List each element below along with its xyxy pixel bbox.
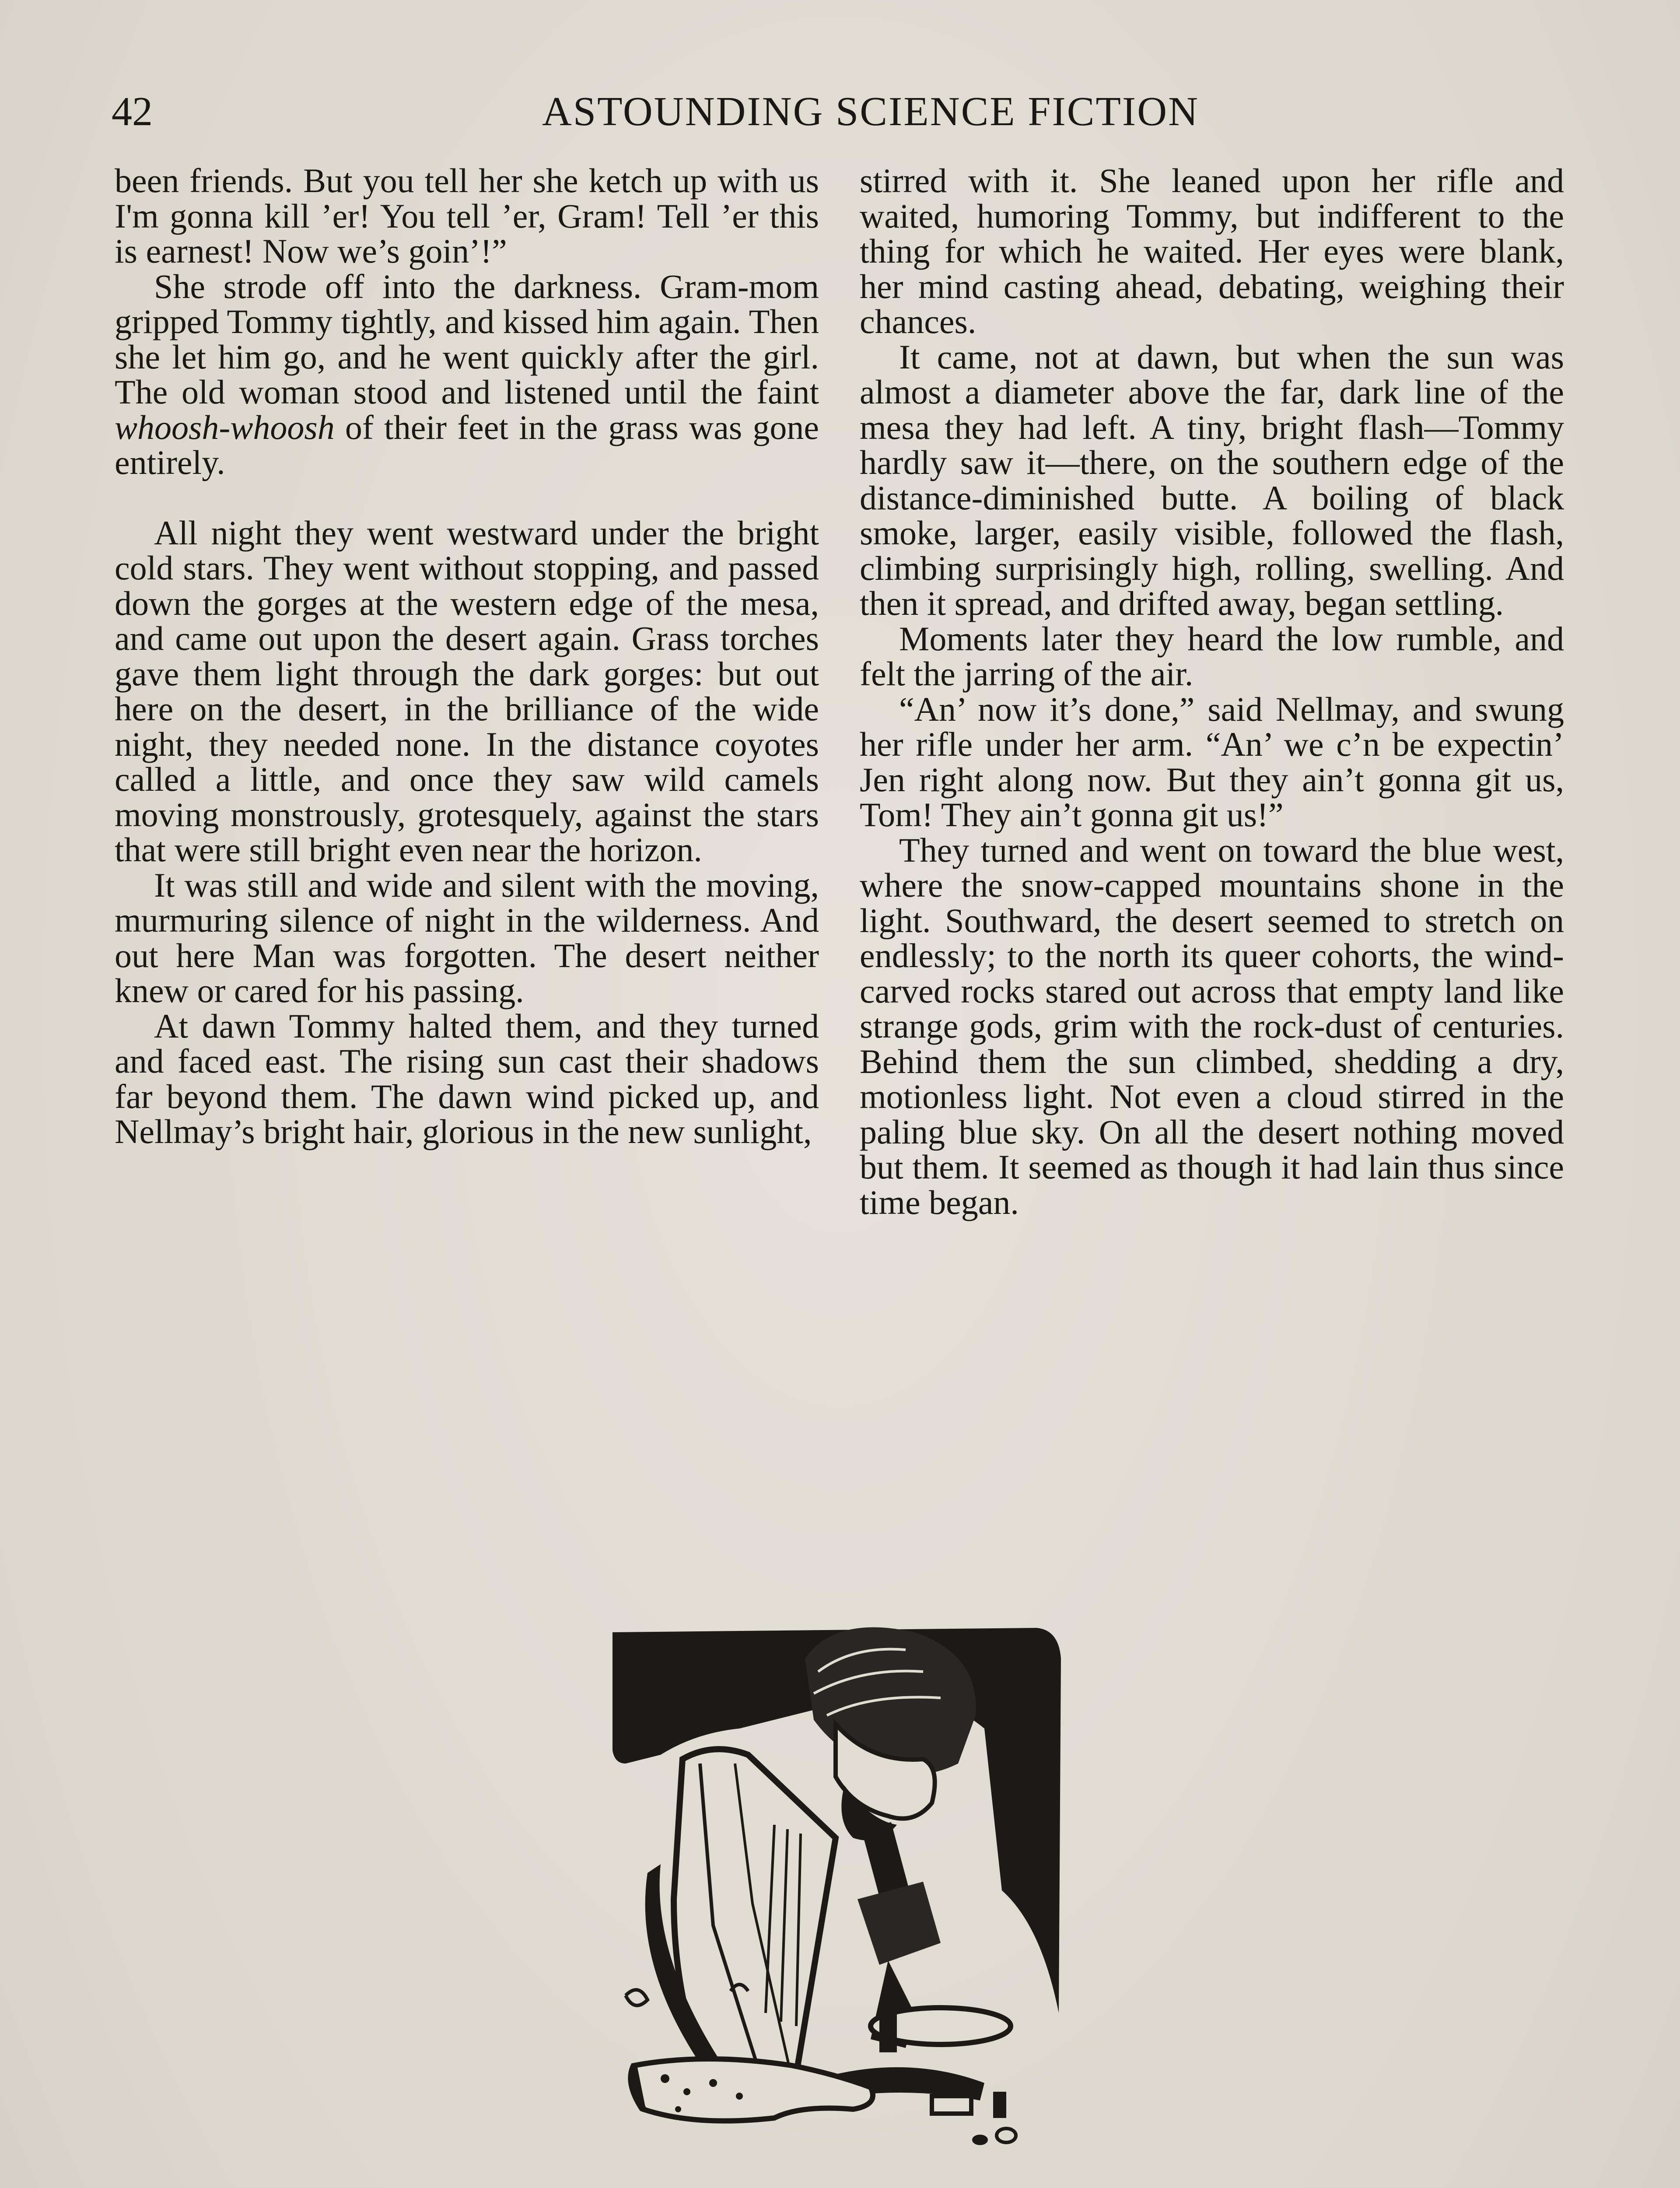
paragraph: “An’ now it’s done,” said Nellmay, and swung her rifle under her arm. “An’ we c’n be expectin’ Jen right along now. But they ain’t gonna git us, Tom! They ain’t gonna git us!”	[860, 690, 1564, 834]
paragraph: She strode off into the darkness. Gram-mom gripped Tommy tightly, and kissed him again. Then she let him go, and he went quickly after the girl. The old woman stood and listened until the faint whoosh-whoosh of their feet in the grass was gone entirely.	[115, 267, 819, 481]
paragraph: All night they went westward under the bright cold stars. They went without stopping, and passed down the gorges at the western edge of the mesa, and came out upon the desert again. Grass torches gave them light through the dark gorges: but out here on the desert, in the brilliance of the wide night, they needed none. In the distance coyotes called a little, and once they saw wild camels moving monstrously, grotesquely, against the stars that were still bright even near the horizon.	[115, 513, 819, 869]
paragraph: It was still and wide and silent with the moving, murmuring silence of night in the wilderness. And out here Man was forgotten. The desert neither knew or cared for his passing.	[115, 866, 819, 1010]
page-number: 42	[112, 89, 153, 134]
running-title: ASTOUNDING SCIENCE FICTION	[542, 89, 1199, 134]
paragraph: Moments later they heard the low rumble, and felt the jarring of the air.	[860, 619, 1564, 693]
left-column	[115, 163, 819, 1150]
scientist-microscope-illustration	[608, 1619, 1072, 2188]
paragraph: been friends. But you tell her she ketch up with us I'm gonna kill ’er! You tell ’er, Gram! Tell ’er this is earnest! Now we’s goin’!”	[115, 161, 819, 270]
paragraph: At dawn Tommy halted them, and they turned and faced east. The rising sun cast their shadows far beyond them. The dawn wind picked up, and Nellmay’s bright hair, glorious in the new sunlight,	[115, 1006, 819, 1150]
paragraph: stirred with it. She leaned upon her rifle and waited, humoring Tommy, but indifferent to the thing for which he waited. Her eyes were blank, her mind casting ahead, debating, weighing their chances.	[860, 161, 1564, 340]
paragraph: It came, not at dawn, but when the sun was almost a diameter above the far, dark line of the mesa they had left. A tiny, bright flash—Tommy hardly saw it—there, on the southern edge of the distance-diminished butte. A boiling of black smoke, larger, easily visible, followed the flash, climbing surprisingly high, rolling, swelling. And then it spread, and drifted away, began settling.	[860, 337, 1564, 622]
italic-text: whoosh-whoosh	[115, 408, 335, 446]
paragraph: They turned and went on toward the blue west, where the snow-capped mountains shone in the light. Southward, the desert seemed to stretch on endlessly; to the north its queer cohorts, the wind-carved rocks stared out across that empty land like strange gods, grim with the rock-dust of centuries. Behind them the sun climbed, shedding a dry, motionless light. Not even a cloud stirred in the paling blue sky. On all the desert nothing moved but them. It seemed as though it had lain thus since time began.	[860, 831, 1564, 1221]
page-header	[112, 85, 1568, 147]
right-column	[860, 163, 1564, 1220]
